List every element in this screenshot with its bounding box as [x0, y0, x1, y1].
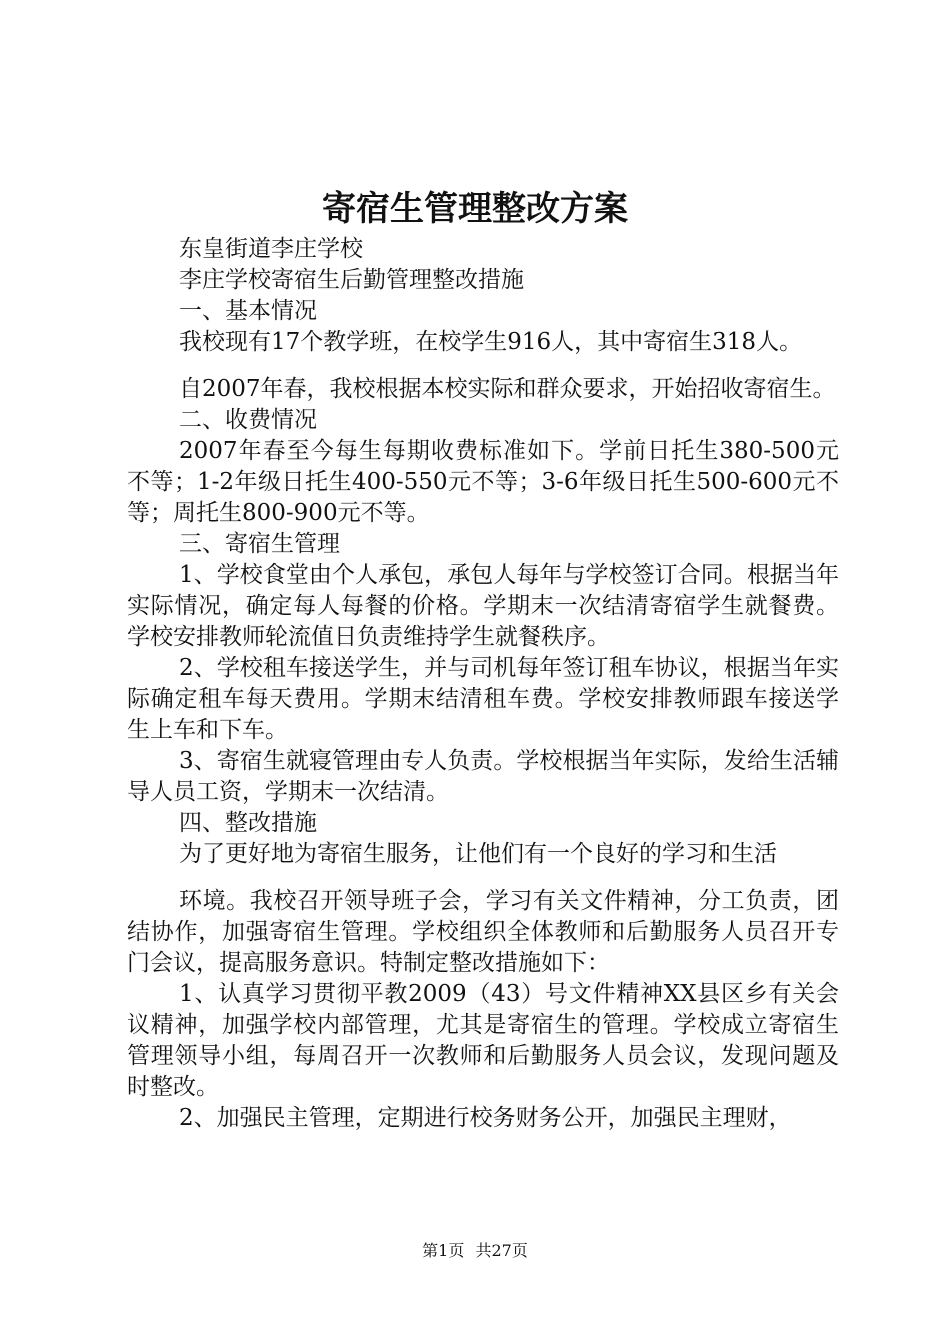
section-heading-basic: 一、基本情况 — [179, 298, 317, 324]
paragraph: 3、寄宿生就寝管理由专人负责。学校根据当年实际，发给生活辅导人员工资，学期末一次结清。 — [127, 748, 839, 805]
paragraph: 2007年春至今每生每期收费标准如下。学前日托生380-500元不等；1-2年级日托生400-550元不等；3-6年级日托生500-600元不等；周托生800-900元不等。 — [127, 438, 839, 526]
document-body — [127, 234, 839, 1134]
paragraph: 我校现有17个教学班，在校学生916人，其中寄宿生318人。 — [179, 329, 803, 355]
paragraph: 自2007年春，我校根据本校实际和群众要求，开始招收寄宿生。 — [179, 376, 836, 402]
paragraph-school-name: 东皇街道李庄学校 — [179, 236, 363, 262]
paragraph-subtitle: 李庄学校寄宿生后勤管理整改措施 — [179, 267, 524, 293]
paragraph: 环境。我校召开领导班子会，学习有关文件精神，分工负责，团结协作，加强寄宿生管理。学校组织全体教师和后勤服务人员召开专门会议，提高服务意识。特制定整改措施如下： — [127, 888, 839, 976]
paragraph: 为了更好地为寄宿生服务，让他们有一个良好的学习和生活 — [179, 841, 777, 867]
page-total: 共27页 — [475, 1241, 528, 1260]
paragraph: 1、认真学习贯彻平教2009（43）号文件精神XX县区乡有关会议精神，加强学校内部管理，尤其是寄宿生的管理。学校成立寄宿生管理领导小组，每周召开一次教师和后勤服务人员会议，发现问题及时整改。 — [127, 981, 839, 1100]
paragraph: 2、加强民主管理，定期进行校务财务公开，加强民主理财， — [179, 1105, 792, 1131]
section-heading-measures: 四、整改措施 — [179, 810, 317, 836]
page-footer — [0, 1240, 950, 1262]
section-heading-management: 三、寄宿生管理 — [179, 531, 340, 557]
page-number: 第1页 — [422, 1241, 465, 1260]
section-heading-fees: 二、收费情况 — [179, 407, 317, 433]
paragraph: 2、学校租车接送学生，并与司机每年签订租车协议，根据当年实际确定租车每天费用。学期末结清租车费。学校安排教师跟车接送学生上车和下车。 — [127, 655, 839, 743]
document-title: 寄宿生管理整改方案 — [322, 189, 628, 229]
paragraph: 1、学校食堂由个人承包，承包人每年与学校签订合同。根据当年实际情况，确定每人每餐的价格。学期末一次结清寄宿学生就餐费。学校安排教师轮流值日负责维持学生就餐秩序。 — [127, 562, 839, 650]
